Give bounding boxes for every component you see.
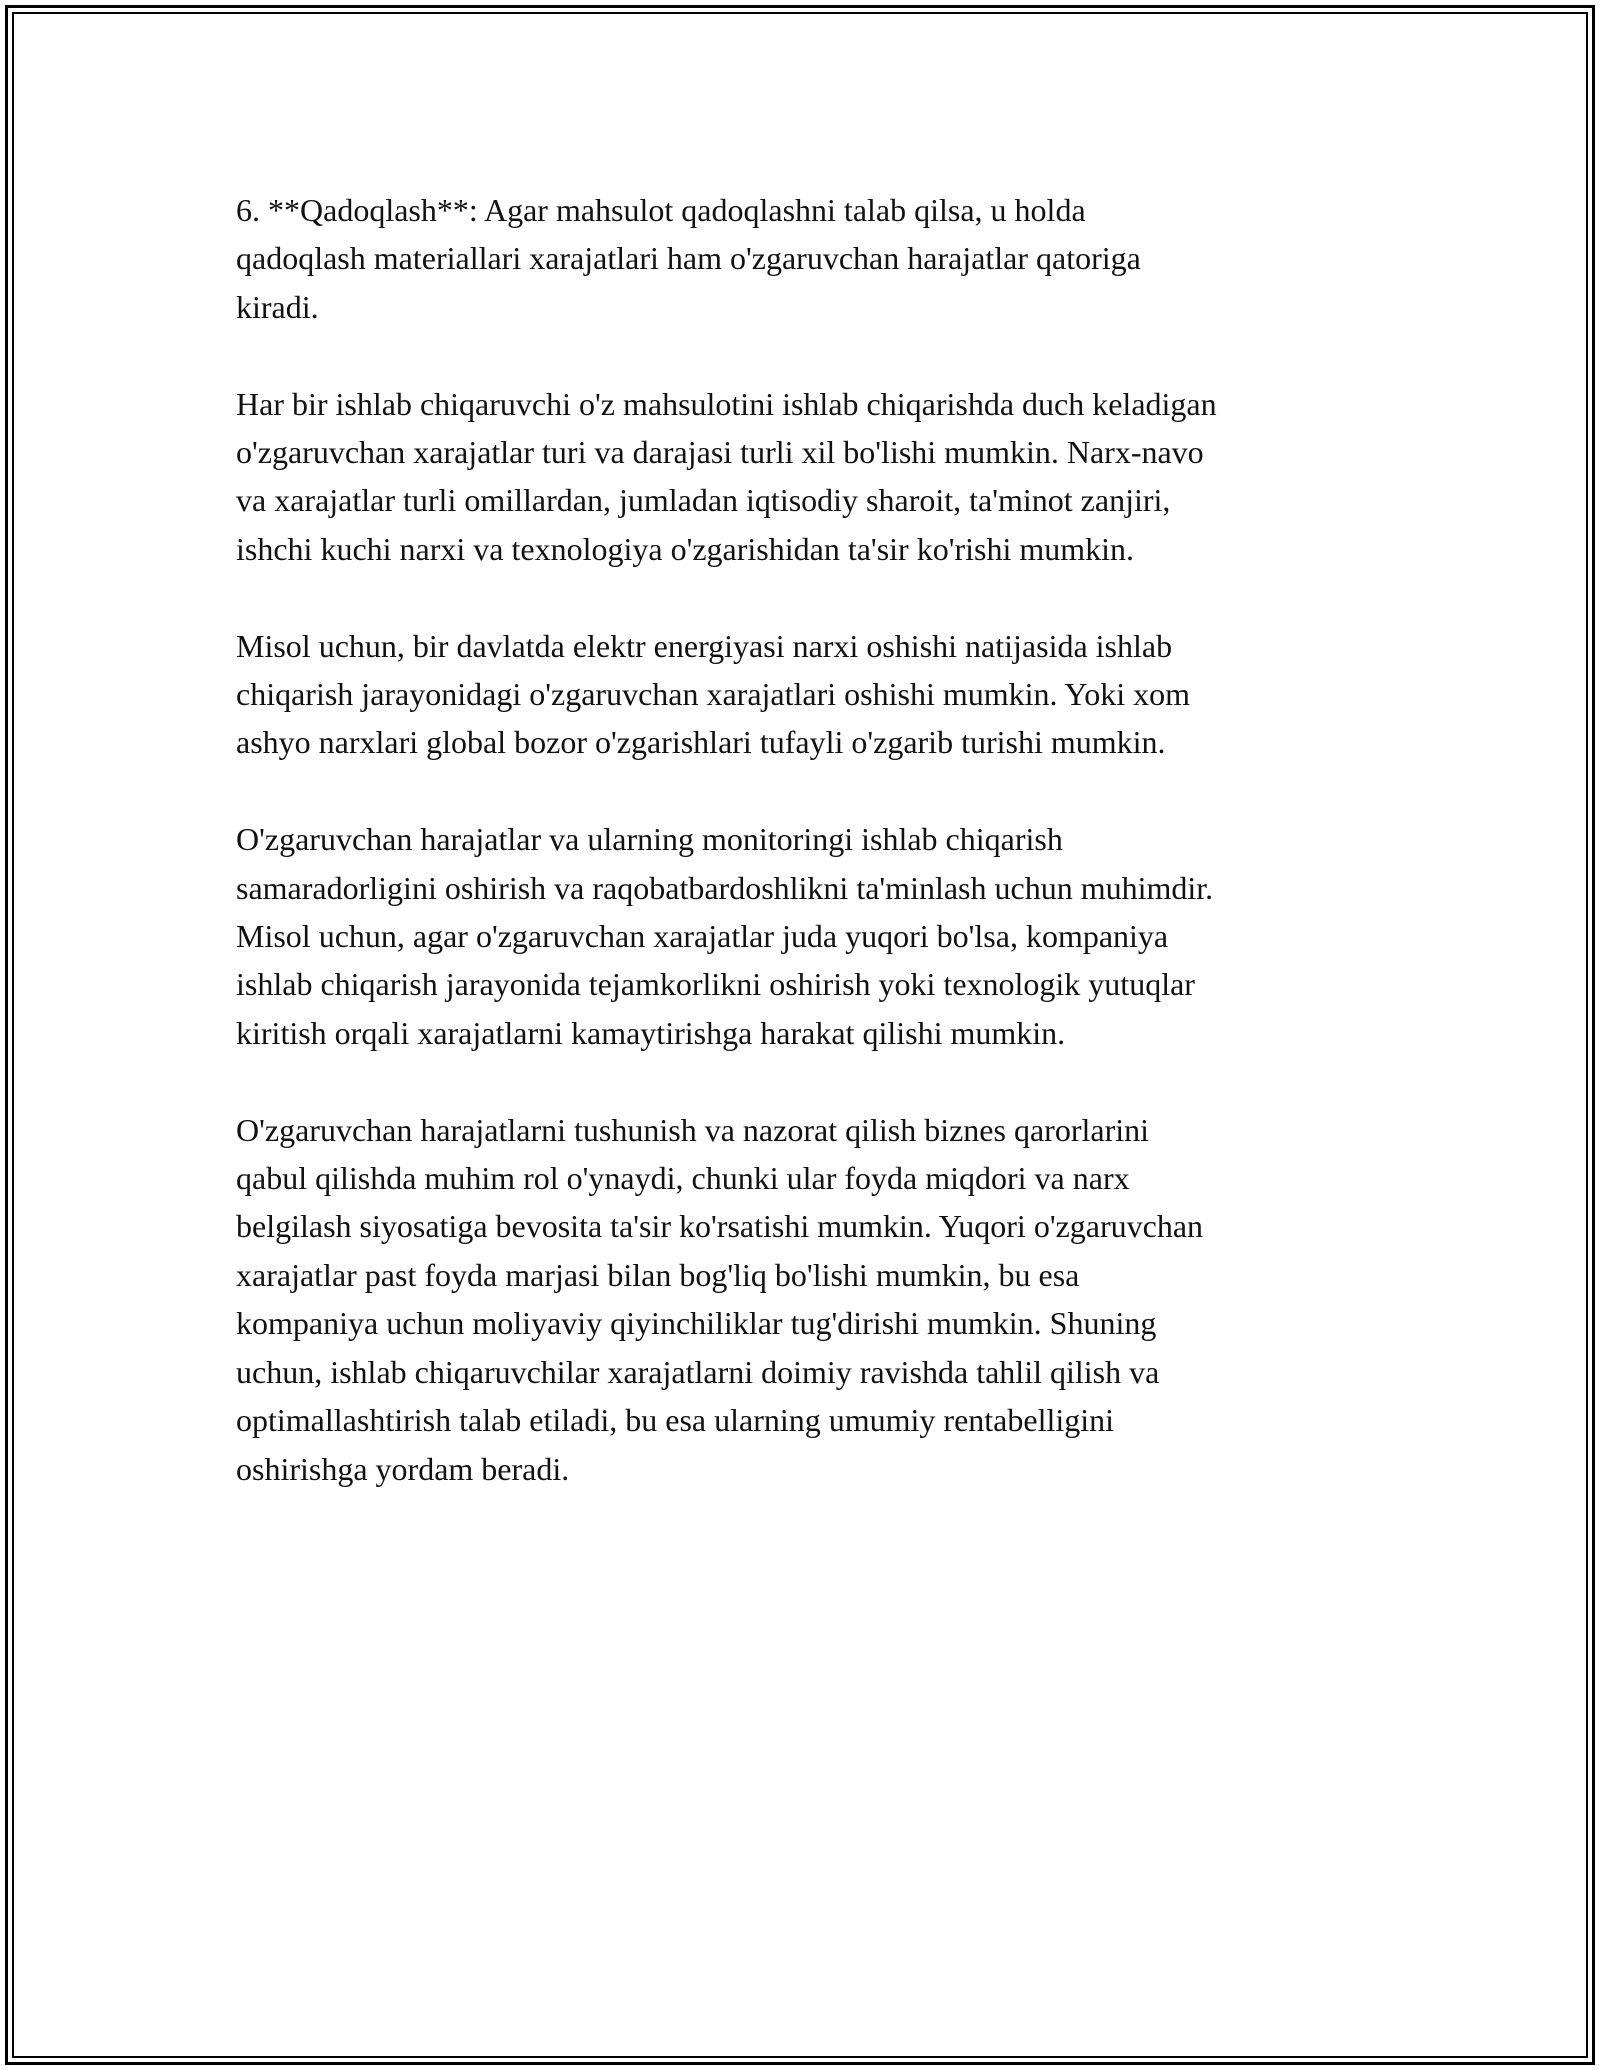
paragraph-producer-costs: Har bir ishlab chiqaruvchi o'z mahsulotini ishlab chiqarishda duch keladigan o'zgaruvchan xarajatlar turi va darajasi turli xil bo'lishi mumkin. Narx-navo va xarajatlar turli omillardan, jumladan iqtisodiy sharoit, ta'minot zanjiri, ishchi kuchi narxi va texnologiya o'zgarishidan ta'sir ko'rishi mumkin. [236, 385, 1217, 567]
paragraph-conclusion: O'zgaruvchan harajatlarni tushunish va nazorat qilish biznes qarorlarini qabul qilishda muhim rol o'ynaydi, chunki ular foyda miqdori va narx belgilash siyosatiga bevosita ta'sir ko'rsatishi mumkin. Yuqori o'zgaruvchan xarajatlar past foyda marjasi bilan bog'liq bo'lishi mumkin, bu esa kompaniya uchun moliyaviy qiyinchiliklar tug'dirishi mumkin. Shuning uchun, ishlab chiqaruvchilar xarajatlarni doimiy ravishda tahlil qilish va optimallashtirish talab etiladi, bu esa ularning umumiy rentabelligini oshirishga yordam beradi. [236, 1111, 1204, 1487]
document-body [236, 186, 1366, 1541]
paragraph-example: Misol uchun, bir davlatda elektr energiyasi narxi oshishi natijasida ishlab chiqarish jarayonidagi o'zgaruvchan xarajatlari oshishi mumkin. Yoki xom ashyo narxlari global bozor o'zgarishlari tufayli o'zgarib turishi mumkin. [236, 627, 1191, 761]
paragraph-monitoring: O'zgaruvchan harajatlar va ularning monitoringi ishlab chiqarish samaradorligini oshirish va raqobatbardoshlikni ta'minlash uchun muhimdir. Misol uchun, agar o'zgaruvchan xarajatlar juda yuqori bo'lsa, kompaniya ishlab chiqarish jarayonida tejamkorlikni oshirish yoki texnologik yutuqlar kiritish orqali xarajatlarni kamaytirishga harakat qilishi mumkin. [236, 821, 1214, 1051]
paragraph-packaging: 6. **Qadoqlash**: Agar mahsulot qadoqlashni talab qilsa, u holda qadoqlash materiallari xarajatlari ham o'zgaruvchan harajatlar qatoriga kiradi. [236, 192, 1141, 325]
